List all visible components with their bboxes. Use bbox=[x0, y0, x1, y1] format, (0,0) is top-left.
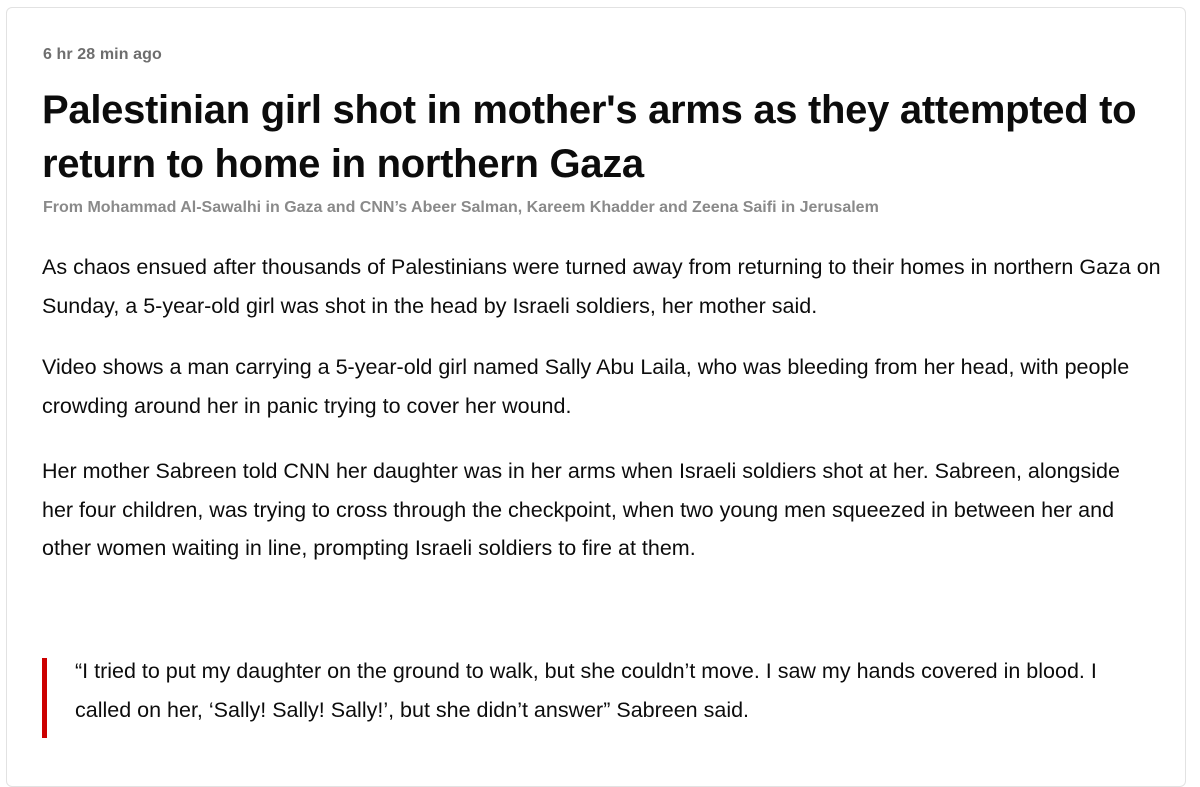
article-paragraph-3: Her mother Sabreen told CNN her daughter was in her arms when Israeli soldiers shot at her. Sabreen, alongside her four children, was trying to cross through the checkpoint, when two young men squeezed in between her and other women waiting in line, prompting Israeli soldiers to fire at them. bbox=[42, 459, 1120, 560]
post-byline: From Mohammad Al-Sawalhi in Gaza and CNN’s Abeer Salman, Kareem Khadder and Zeena Saifi in Jerusalem bbox=[43, 199, 879, 216]
pull-quote bbox=[42, 658, 1122, 738]
post-headline[interactable]: Palestinian girl shot in mother's arms as they attempted to return to home in northern Gaza bbox=[42, 88, 1137, 186]
article-paragraph-1: As chaos ensued after thousands of Palestinians were turned away from returning to their homes in northern Gaza on Sunday, a 5-year-old girl was shot in the head by Israeli soldiers, her mother said. bbox=[42, 255, 1161, 318]
post-timestamp[interactable]: 6 hr 28 min ago bbox=[43, 46, 162, 63]
live-update-card bbox=[6, 7, 1186, 787]
article-paragraph-2: Video shows a man carrying a 5-year-old girl named Sally Abu Laila, who was bleeding from her head, with people crowding around her in panic trying to cover her wound. bbox=[42, 355, 1130, 418]
pull-quote-text: “I tried to put my daughter on the ground to walk, but she couldn’t move. I saw my hands covered in blood. I called on her, ‘Sally! Sally! Sally!’, but she didn’t answer” Sabreen said. bbox=[75, 659, 1097, 722]
